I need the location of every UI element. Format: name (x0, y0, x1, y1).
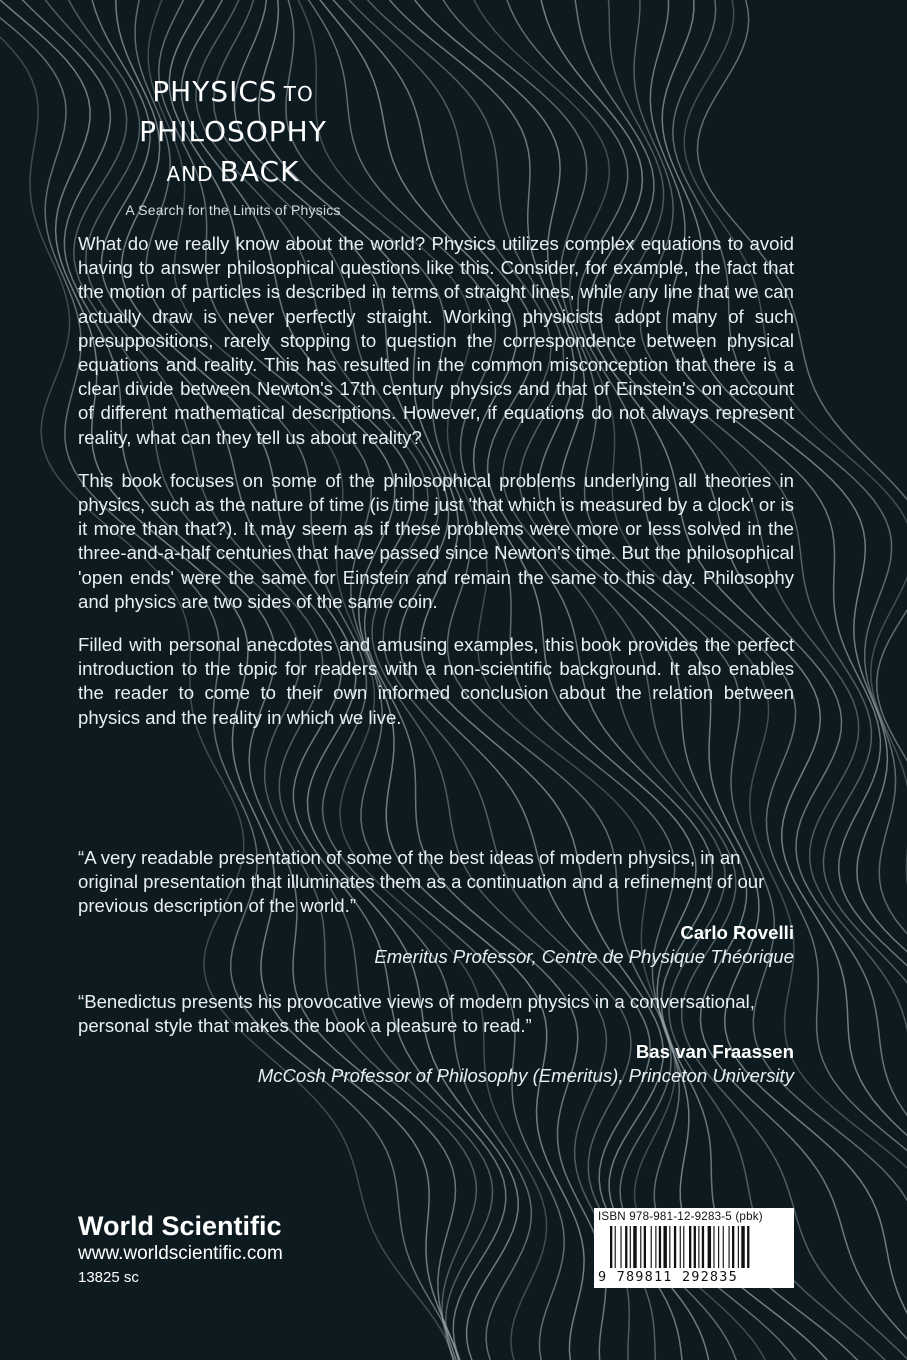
barcode-bar (674, 1226, 676, 1268)
barcode-bar (610, 1226, 612, 1268)
title-word-philosophy: PHILOSOPHY (139, 115, 327, 148)
isbn-label: ISBN 978-981-12-9283-5 (pbk) (598, 1210, 763, 1223)
barcode-bar (655, 1226, 656, 1268)
barcode-bar (723, 1226, 724, 1268)
publisher-name: World Scientific (78, 1211, 282, 1241)
endorsement-quote: “A very readable presentation of some of the best ideas of modern physics, in an original presentation that illuminates them as a continuation and a refinement of our previous description of the world.” (78, 847, 765, 917)
title-word-to: TO (283, 82, 314, 106)
barcode-digits: 9 789811 292835 (598, 1269, 738, 1285)
barcode-bar (680, 1226, 681, 1268)
barcode-bar (630, 1226, 631, 1268)
endorsement-quote: “Benedictus presents his provocative views of modern physics in a conversational, personal style that makes the book a pleasure to read.” (78, 991, 755, 1037)
barcode-bar (741, 1226, 744, 1268)
barcode-bar (729, 1226, 730, 1268)
description-paragraph: What do we really know about the world? Physics utilizes complex equations to avoid having to answer philosophical questions like this. Consider, for example, the fact that the motion of particles is described in terms of straight lines, while any line that we can actually draw is never perfectly straight. Working physicists adopt many of such presuppositions, rarely stopping to question the correspondence between physical equations and reality. This has resulted in the common misconception that there is a clear divide between Newton's 17th century physics and that of Einstein's on account of different mathematical descriptions. However, if equations do not always represent reality, what can they tell us about reality? (78, 233, 794, 448)
barcode-bar (702, 1226, 704, 1268)
barcode-bar (669, 1226, 670, 1268)
barcode-bar (640, 1226, 641, 1268)
title-word-back: BACK (219, 155, 300, 188)
barcode-bar (615, 1226, 616, 1268)
endorsement-rovelli (78, 846, 794, 969)
title-word-physics: PHYSICS (152, 75, 278, 108)
barcode-bar (633, 1226, 636, 1268)
publisher-code: 13825 sc (78, 1269, 139, 1286)
endorsement-van-fraassen (78, 990, 794, 1088)
endorser-role: Emeritus Professor, Centre de Physique Théorique (374, 945, 794, 967)
endorser-name: Carlo Rovelli (680, 921, 794, 943)
barcode-bar (659, 1226, 661, 1268)
publisher-url: www.worldscientific.com (78, 1243, 283, 1264)
barcode-box (594, 1208, 794, 1288)
description-paragraph: This book focuses on some of the philosophical problems underlying all theories in physics, such as the nature of time (is time just 'that which is measured by a clock' or is it more than that?). It may seem as if these problems were more or less solved in the three-and-a-half centuries that have passed since Newton's time. But the philosophical 'open ends' were the same for Einstein and remain the same to this day. Philosophy and physics are two sides of the same coin. (78, 469, 795, 612)
barcode-bar (732, 1226, 734, 1268)
barcode-bar (738, 1226, 739, 1268)
description-paragraph: Filled with personal anecdotes and amusing examples, this book provides the perfect introduction to the topic for readers with a non-scientific background. It also enables the reader to come to their own informed conclusion about the relation between physics and the reality in which we live. (78, 634, 794, 728)
barcode-bars (610, 1226, 786, 1268)
book-title (108, 74, 358, 218)
publisher-block (78, 1210, 283, 1290)
barcode-bar (644, 1226, 646, 1268)
barcode-bar (683, 1226, 684, 1268)
barcode-bar (651, 1226, 652, 1268)
description-text (78, 232, 794, 749)
endorser-name: Bas van Fraassen (635, 1041, 794, 1063)
endorser-role: McCosh Professor of Philosophy (Emeritus), Princeton University (257, 1065, 794, 1087)
barcode-bar (713, 1226, 714, 1268)
barcode-bar (718, 1226, 719, 1268)
barcode-bar (698, 1226, 699, 1268)
barcode-bar (689, 1226, 691, 1268)
book-subtitle: A Search for the Limits of Physics (125, 202, 341, 218)
barcode-bar (694, 1226, 696, 1268)
barcode-bar (747, 1226, 749, 1268)
barcode-bar (620, 1226, 621, 1268)
title-word-and: AND (166, 162, 214, 186)
barcode-bar (708, 1226, 711, 1268)
barcode-bar (625, 1226, 627, 1268)
barcode-bar (663, 1226, 666, 1268)
